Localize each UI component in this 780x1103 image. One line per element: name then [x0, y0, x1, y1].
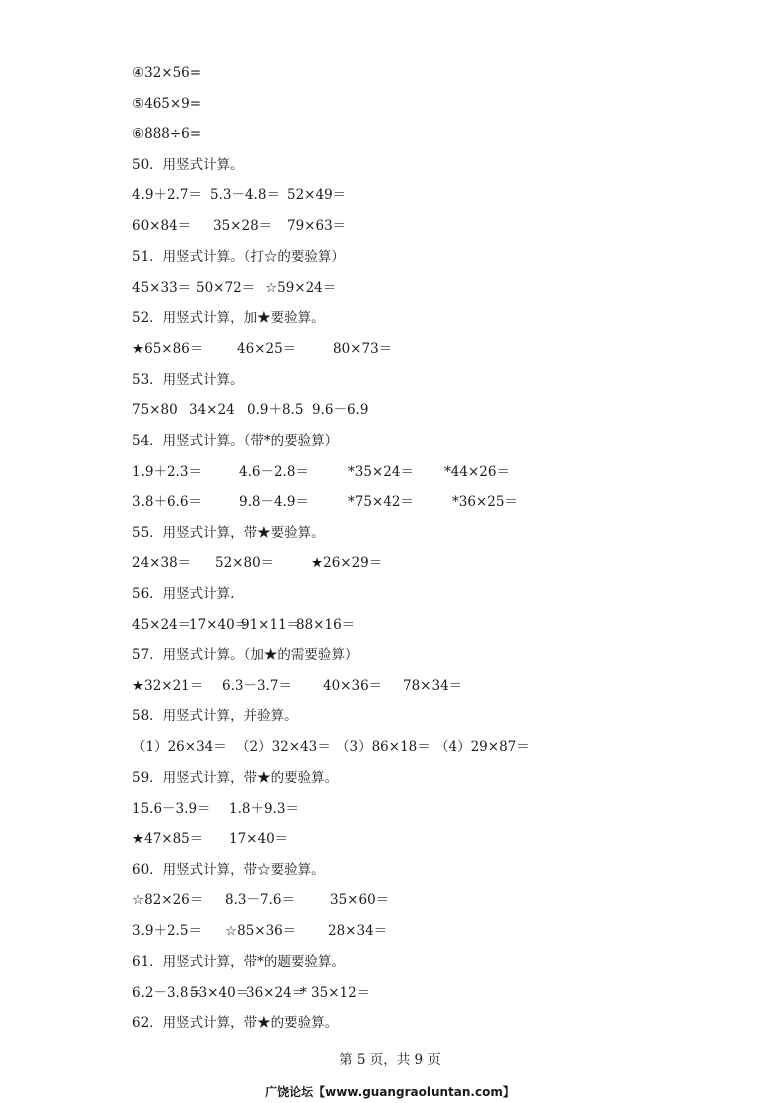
- question-heading: 56．用竖式计算.: [132, 586, 235, 602]
- math-expression: 36×24＝: [246, 985, 306, 1001]
- math-expression: 17×40＝: [189, 617, 249, 633]
- question-heading: 60．用竖式计算，带☆要验算。: [132, 862, 325, 878]
- math-expression: 91×11＝: [241, 617, 301, 633]
- math-expression: 1.8＋9.3＝: [229, 801, 299, 817]
- math-expression: 9.8－4.9＝: [239, 494, 309, 510]
- math-expression: 0.9＋8.5: [247, 402, 304, 418]
- math-expression: ⑥888÷6=: [132, 126, 202, 142]
- math-expression: 15.6－3.9＝: [132, 801, 211, 817]
- math-expression: 60×84＝: [132, 218, 192, 234]
- math-expression: 79×63＝: [287, 218, 347, 234]
- question-heading: 59．用竖式计算，带★的要验算。: [132, 770, 339, 786]
- math-expression: （2）32×43＝: [236, 739, 331, 755]
- question-heading: 58．用竖式计算，并验算。: [132, 708, 298, 724]
- math-expression: 6.3－3.7＝: [222, 678, 292, 694]
- question-heading: 54．用竖式计算。（带*的要验算）: [132, 433, 339, 449]
- math-expression: 1.9＋2.3＝: [132, 464, 202, 480]
- math-expression: *75×42＝: [348, 494, 414, 510]
- math-expression: ④32×56=: [132, 65, 202, 81]
- math-expression: ★47×85＝: [132, 831, 204, 847]
- math-expression: 28×34＝: [328, 923, 388, 939]
- math-expression: 52×80＝: [215, 555, 275, 571]
- math-expression: 3.8＋6.6＝: [132, 494, 202, 510]
- math-expression: 24×38＝: [132, 555, 192, 571]
- math-expression: 80×73＝: [333, 341, 393, 357]
- math-expression: *35×24＝: [348, 464, 414, 480]
- math-expression: （1）26×34＝: [132, 739, 227, 755]
- math-expression: ☆85×36＝: [225, 923, 297, 939]
- math-expression: 50×72＝: [196, 280, 256, 296]
- site-watermark: 广饶论坛【www.guangraoluntan.com】: [265, 1085, 515, 1099]
- math-expression: ★65×86＝: [132, 341, 204, 357]
- math-expression: 78×34＝: [403, 678, 463, 694]
- math-expression: 45×24＝: [132, 617, 192, 633]
- page-number: 第 5 页，共 9 页: [339, 1052, 441, 1068]
- math-expression: ☆59×24＝: [265, 280, 337, 296]
- question-heading: 55．用竖式计算，带★要验算。: [132, 525, 325, 541]
- math-expression: *44×26＝: [444, 464, 510, 480]
- math-expression: ⑤465×9=: [132, 96, 202, 112]
- math-expression: ★26×29＝: [311, 555, 383, 571]
- math-expression: 53×40＝: [190, 985, 250, 1001]
- math-expression: *36×25＝: [452, 494, 518, 510]
- math-expression: 4.9＋2.7＝: [132, 187, 202, 203]
- math-expression: * 35×12＝: [300, 985, 371, 1001]
- question-heading: 51．用竖式计算。（打☆的要验算）: [132, 249, 345, 265]
- math-expression: 75×80: [132, 402, 178, 418]
- math-expression: （4）29×87＝: [435, 739, 530, 755]
- math-expression: 4.6－2.8＝: [239, 464, 309, 480]
- question-heading: 50．用竖式计算。: [132, 157, 244, 173]
- math-expression: 9.6－6.9: [312, 402, 369, 418]
- math-expression: 52×49＝: [287, 187, 347, 203]
- question-heading: 57．用竖式计算。（加★的需要验算）: [132, 647, 359, 663]
- math-expression: 5.3－4.8＝: [210, 187, 280, 203]
- math-expression: 45×33＝: [132, 280, 192, 296]
- math-expression: 40×36＝: [323, 678, 383, 694]
- math-expression: 34×24: [189, 402, 235, 418]
- math-expression: 8.3－7.6＝: [225, 892, 295, 908]
- math-expression: 35×60＝: [330, 892, 390, 908]
- math-expression: 6.2－3.8＝: [132, 985, 202, 1001]
- math-expression: 17×40＝: [229, 831, 289, 847]
- question-heading: 62．用竖式计算，带★的要验算。: [132, 1015, 339, 1031]
- math-expression: 3.9＋2.5＝: [132, 923, 202, 939]
- question-heading: 61．用竖式计算，带*的题要验算。: [132, 954, 345, 970]
- question-heading: 52．用竖式计算，加★要验算。: [132, 310, 325, 326]
- math-expression: ★32×21＝: [132, 678, 204, 694]
- math-expression: 35×28＝: [213, 218, 273, 234]
- math-expression: ☆82×26＝: [132, 892, 204, 908]
- question-heading: 53．用竖式计算。: [132, 372, 244, 388]
- math-expression: 46×25＝: [237, 341, 297, 357]
- math-expression: 88×16＝: [296, 617, 356, 633]
- math-expression: （3）86×18＝: [336, 739, 431, 755]
